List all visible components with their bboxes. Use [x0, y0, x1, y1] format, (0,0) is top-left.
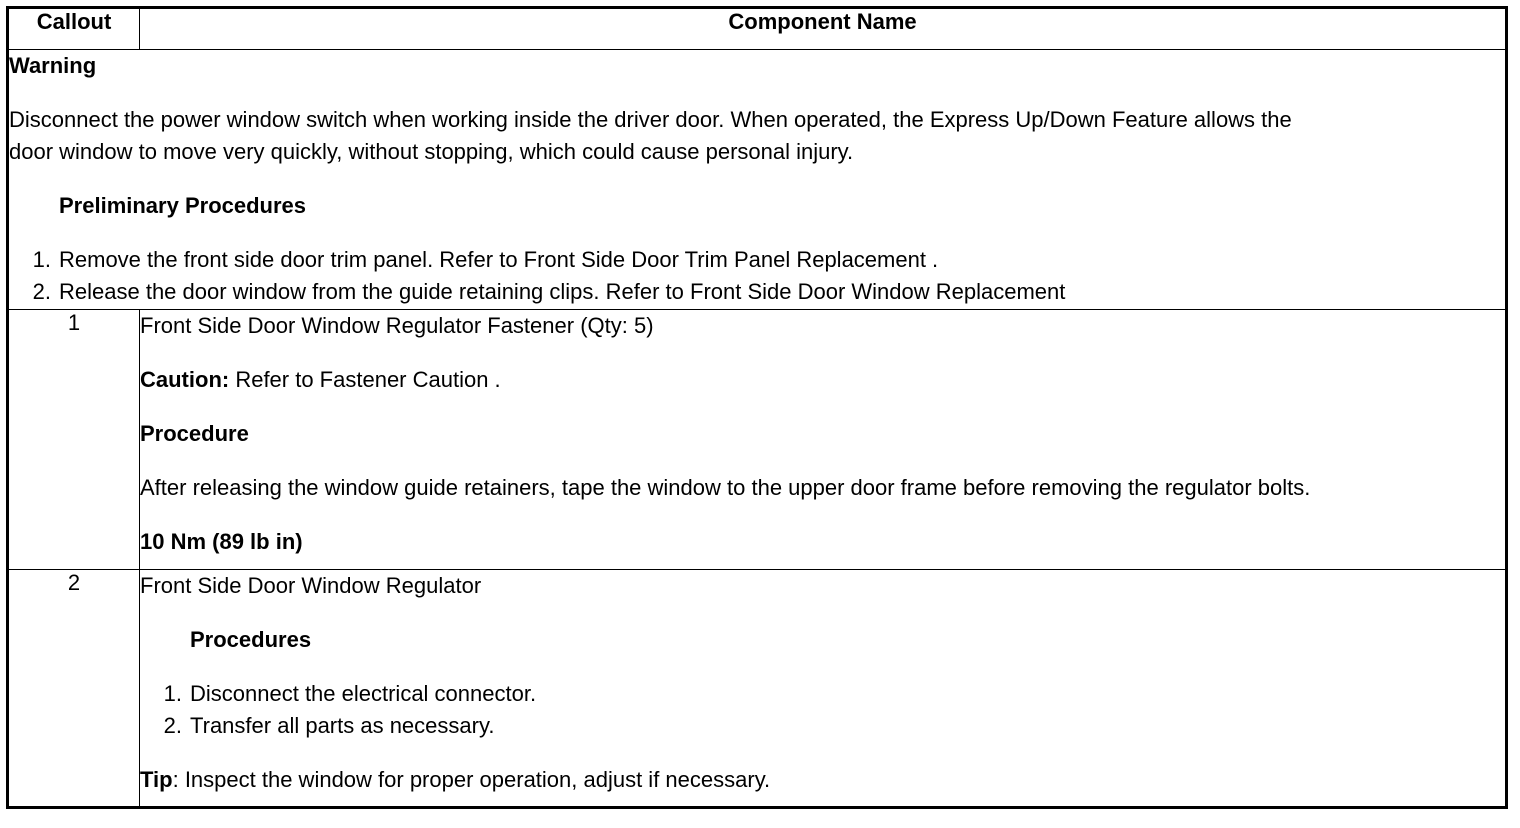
- component-name: Front Side Door Window Regulator: [140, 573, 482, 598]
- list-item: [140, 710, 1505, 742]
- step-text: Release the door window from the guide retaining clips. Refer to Front Side Door Window Replacement: [59, 279, 1066, 304]
- callout-number: 1: [8, 310, 140, 570]
- component-cell: [140, 570, 1507, 808]
- warning-cell: [8, 50, 1507, 310]
- caution-line: [140, 364, 1505, 396]
- step-text: Disconnect the electrical connector.: [190, 681, 537, 706]
- component-name: Front Side Door Window Regulator Fastener (Qty: 5): [140, 313, 654, 338]
- procedure-heading: Procedure: [140, 421, 249, 446]
- step-number: 2.: [163, 713, 182, 738]
- warning-text-line2: door window to move very quickly, without stopping, which could cause personal injury.: [9, 139, 854, 164]
- procedure-steps-list: [140, 678, 1505, 742]
- preliminary-procedures-heading: Preliminary Procedures: [59, 193, 307, 218]
- table-row: [8, 570, 1507, 808]
- procedures-heading: Procedures: [190, 627, 312, 652]
- step-text: Remove the front side door trim panel. Refer to Front Side Door Trim Panel Replacement .: [59, 247, 939, 272]
- tip-line: [140, 764, 1505, 796]
- procedure-text: After releasing the window guide retainers, tape the window to the upper door frame before removing the regulator bolts.: [140, 475, 1311, 500]
- step-number: 2.: [32, 279, 51, 304]
- list-item: [9, 244, 1505, 276]
- step-text: Transfer all parts as necessary.: [190, 713, 495, 738]
- component-cell: [140, 310, 1507, 570]
- torque-spec: 10 Nm (89 lb in): [140, 529, 303, 554]
- component-name-column-header: Component Name: [140, 8, 1507, 50]
- callout-number: 2: [8, 570, 140, 808]
- warning-text-line1: Disconnect the power window switch when working inside the driver door. When operated, the Express Up/Down Feature allows the: [9, 107, 1292, 132]
- warning-title: Warning: [9, 53, 97, 78]
- list-item: [140, 678, 1505, 710]
- caution-text: Refer to Fastener Caution .: [229, 367, 501, 392]
- step-number: 1.: [163, 681, 182, 706]
- warning-row: [8, 50, 1507, 310]
- preliminary-steps-list: [9, 244, 1505, 308]
- table-row: [8, 310, 1507, 570]
- table-header-row: [8, 8, 1507, 50]
- callout-column-header: Callout: [8, 8, 140, 50]
- step-number: 1.: [32, 247, 51, 272]
- list-item: [9, 276, 1505, 308]
- tip-text: : Inspect the window for proper operation, adjust if necessary.: [172, 767, 771, 792]
- caution-label: Caution:: [140, 367, 230, 392]
- tip-label: Tip: [140, 767, 173, 792]
- component-table: [6, 6, 1508, 809]
